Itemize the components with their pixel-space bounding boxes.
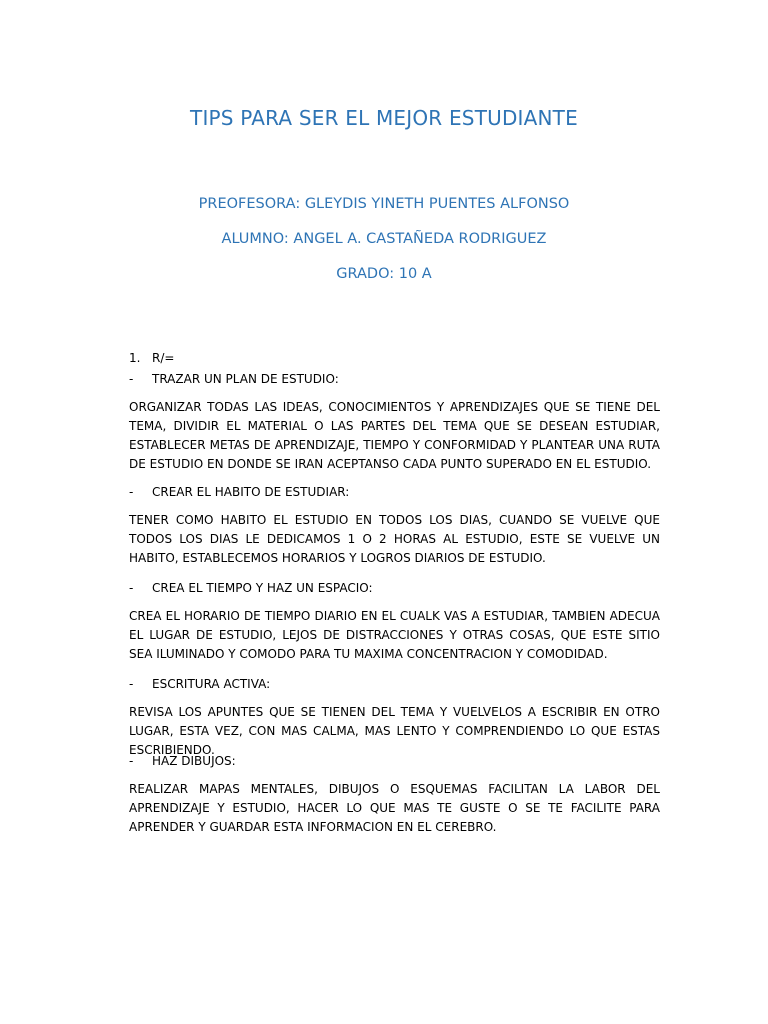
- tip-heading-line: [129, 580, 373, 596]
- document-title: TIPS PARA SER EL MEJOR ESTUDIANTE: [190, 106, 578, 130]
- tip-heading: TRAZAR UN PLAN DE ESTUDIO:: [152, 372, 339, 386]
- bullet-dash: -: [129, 372, 134, 386]
- tip-heading: CREAR EL HABITO DE ESTUDIAR:: [152, 485, 350, 499]
- answer-label: R/=: [152, 351, 175, 365]
- tip-paragraph: ORGANIZAR TODAS LAS IDEAS, CONOCIMIENTOS Y APRENDIZAJES QUE SE TIENE DEL TEMA, DIVIDIR EL MATERIAL O LAS PARTES DEL TEMA QUE SE DESEAN ESTUDIAR, ESTABLECER METAS DE APRENDIZAJE, TIEMPO Y CONFORMIDAD Y PLANTEAR UNA RUTA DE ESTUDIO EN DONDE SE IRAN ACEPTANSO CADA PUNTO SUPERADO EN EL ESTUDIO.: [129, 400, 660, 471]
- tip-heading: CREA EL TIEMPO Y HAZ UN ESPACIO:: [152, 581, 373, 595]
- student-line: ALUMNO: ANGEL A. CASTAÑEDA RODRIGUEZ: [221, 231, 547, 247]
- bullet-dash: -: [129, 754, 134, 768]
- answer-line: [129, 350, 174, 366]
- bullet-dash: -: [129, 677, 134, 691]
- tip-heading-line: [129, 676, 270, 692]
- bullet-dash: -: [129, 485, 134, 499]
- tip-paragraph: REALIZAR MAPAS MENTALES, DIBUJOS O ESQUEMAS FACILITAN LA LABOR DEL APRENDIZAJE Y ESTUDIO, HACER LO QUE MAS TE GUSTE O SE TE FACILITE PARA APRENDER Y GUARDAR ESTA INFORMACION EN EL CEREBRO.: [129, 782, 660, 834]
- tip-heading: ESCRITURA ACTIVA:: [152, 677, 271, 691]
- answer-number: 1.: [129, 351, 141, 365]
- tip-heading: HAZ DIBUJOS:: [152, 754, 236, 768]
- bullet-dash: -: [129, 581, 134, 595]
- tip-paragraph: TENER COMO HABITO EL ESTUDIO EN TODOS LOS DIAS, CUANDO SE VUELVE QUE TODOS LOS DIAS LE DEDICAMOS 1 O 2 HORAS AL ESTUDIO, ESTE SE VUELVE UN HABITO, ESTABLECEMOS HORARIOS Y LOGROS DIARIOS DE ESTUDIO.: [129, 513, 660, 565]
- teacher-line: PREOFESORA: GLEYDIS YINETH PUENTES ALFONSO: [198, 196, 570, 212]
- tip-heading-line: [129, 371, 339, 387]
- tip-paragraph: CREA EL HORARIO DE TIEMPO DIARIO EN EL CUALK VAS A ESTUDIAR, TAMBIEN ADECUA EL LUGAR DE ESTUDIO, LEJOS DE DISTRACCIONES Y OTRAS COSAS, QUE ESTE SITIO SEA ILUMINADO Y COMODO PARA TU MAXIMA CONCENTRACION Y COMODIDAD.: [129, 609, 660, 661]
- tip-paragraph: REVISA LOS APUNTES QUE SE TIENEN DEL TEMA Y VUELVELOS A ESCRIBIR EN OTRO LUGAR, ESTA VEZ, CON MAS CALMA, MAS LENTO Y COMPRENDIENDO LO QUE ESTAS ESCRIBIENDO.: [129, 705, 660, 757]
- grade-line: GRADO: 10 A: [336, 266, 432, 282]
- tip-heading-line: [129, 484, 349, 500]
- tip-heading-line: [129, 753, 236, 769]
